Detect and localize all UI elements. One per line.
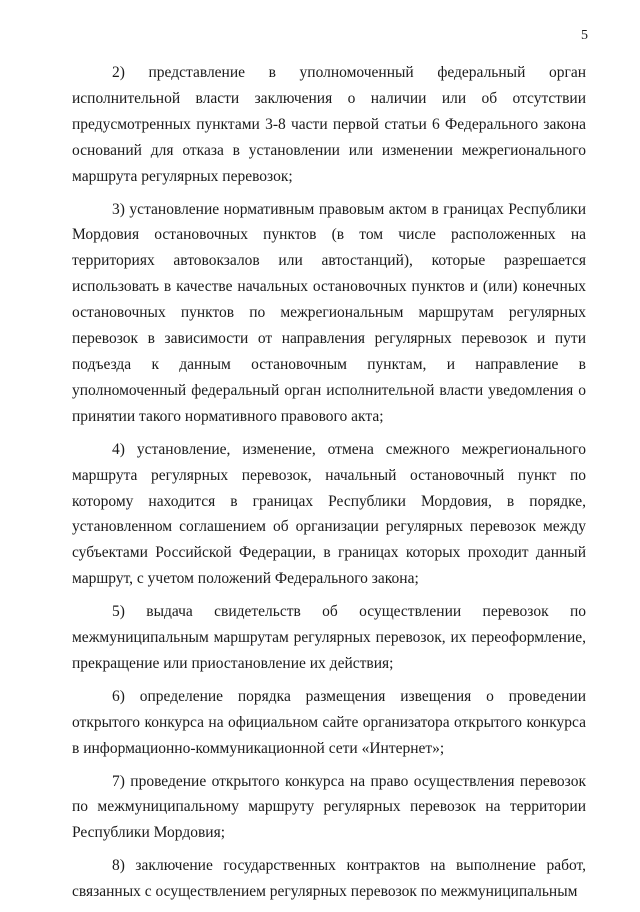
paragraph-item-6: 6) определение порядка размещения извещения о проведении открытого конкурса на официальном сайте организатора открытого конкурса в информационно-коммуникационной сети «Интернет»; <box>72 687 586 757</box>
paragraph-item-7: 7) проведение открытого конкурса на право осуществления перевозок по межмуниципальному маршруту регулярных перевозок на территории Республики Мордовия; <box>72 772 586 842</box>
page-number: 5 <box>581 28 588 43</box>
paragraph-item-3: 3) установление нормативным правовым актом в границах Республики Мордовия остановочных пунктов (в том числе расположенных на территориях автовокзалов или автостанций), которые разрешается использовать в качестве начальных остановочных пунктов и (или) конечных остановочных пунктов по межрегиональным маршрутам регулярных перевозок в зависимости от направления регулярных перевозок и пути подъезда к данным остановочным пунктам, и направление в уполномоченный федеральный орган исполнительной власти уведомления о принятии такого нормативного правового акта; <box>72 200 586 425</box>
paragraph-item-4: 4) установление, изменение, отмена смежного межрегионального маршрута регулярных перевозок, начальный остановочный пункт по которому находится в границах Республики Мордовия, в порядке, установленном соглашением об организации регулярных перевозок между субъектами Российской Федерации, в границах которых проходит данный маршрут, с учетом положений Федерального закона; <box>72 440 586 588</box>
paragraph-item-2: 2) представление в уполномоченный федеральный орган исполнительной власти заключения о наличии или об отсутствии предусмотренных пунктами 3-8 части первой статьи 6 Федерального закона оснований для отказа в установлении или изменении межрегионального маршрута регулярных перевозок; <box>72 64 586 185</box>
paragraph-item-8: 8) заключение государственных контрактов на выполнение работ, связанных с осуществлением регулярных перевозок по межмуниципальным <box>72 857 586 901</box>
paragraph-item-5: 5) выдача свидетельств об осуществлении перевозок по межмуниципальным маршрутам регулярных перевозок, их переоформление, прекращение или приостановление их действия; <box>72 603 586 672</box>
document-body <box>72 60 586 912</box>
